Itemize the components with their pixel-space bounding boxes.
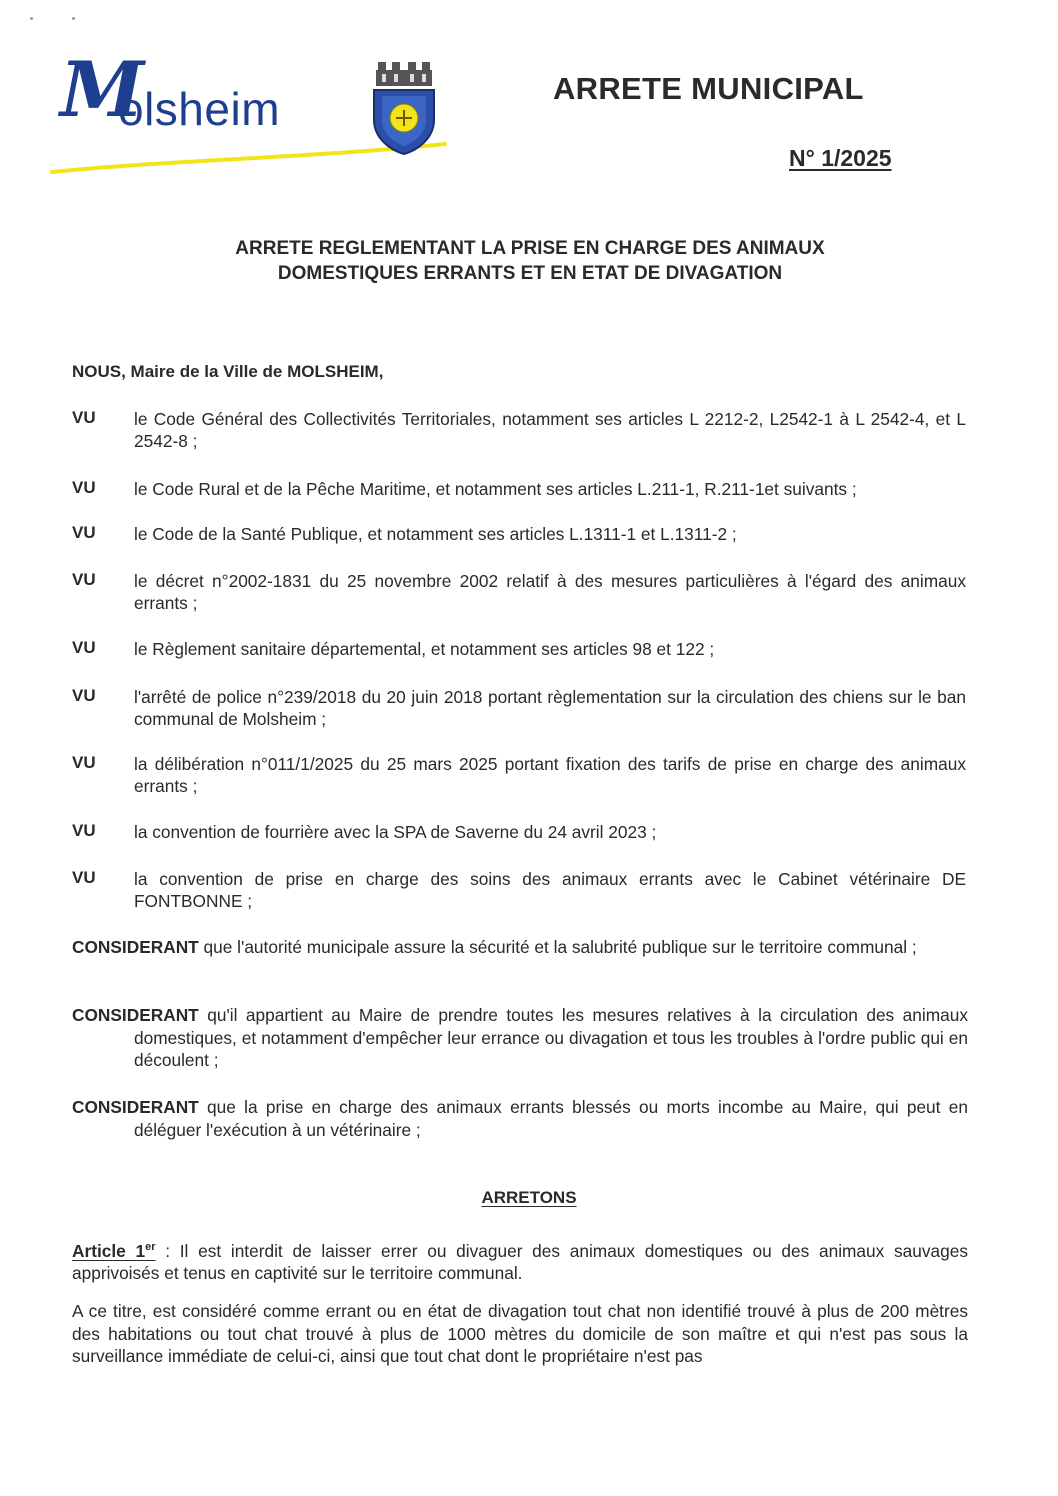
- article-1-label-text: Article 1: [72, 1240, 146, 1261]
- vu-text: la convention de prise en charge des soins des animaux errants avec le Cabinet vétérinaire DE FONTBONNE ;: [134, 869, 966, 911]
- considerant-label: CONSIDERANT: [72, 1097, 199, 1117]
- arretons-text: ARRETONS: [481, 1188, 577, 1207]
- scan-artifact: [30, 17, 33, 20]
- considerant-item: [72, 936, 968, 959]
- vu-text: le Code Rural et de la Pêche Maritime, et notamment ses articles L.211-1, R.211-1et suivants ;: [134, 479, 857, 499]
- vu-label: VU: [72, 686, 96, 705]
- molsheim-logo: [50, 45, 450, 182]
- considerant-item: [72, 1096, 968, 1141]
- vu-label: VU: [72, 821, 96, 840]
- intro-line: NOUS, Maire de la Ville de MOLSHEIM,: [72, 362, 384, 381]
- article-1-text: Il est interdit de laisser errer ou divaguer des animaux domestiques ou des animaux sauvages apprivoisés et tenus en captivité sur le territoire communal.: [72, 1240, 968, 1284]
- document-subject: [170, 236, 890, 286]
- vu-label: VU: [72, 523, 96, 542]
- vu-label: VU: [72, 408, 96, 427]
- considerant-item: [72, 1004, 968, 1072]
- article-1: [72, 1236, 968, 1285]
- considerant-text: que la prise en charge des animaux errants blessés ou morts incombe au Maire, qui peut en déléguer l'exécution à un vétérinaire ;: [134, 1097, 968, 1140]
- article-1-paragraph: A ce titre, est considéré comme errant ou en état de divagation tout chat non identifié trouvé à plus de 200 mètres des habitations ou tout chat trouvé à plus de 1000 mètres du domicile de son maître et qui n'est pas sous la surveillance immédiate de celui-ci, ainsi que tout chat dont le propriétaire n'est pas: [72, 1301, 968, 1366]
- vu-label: VU: [72, 478, 96, 497]
- vu-label: VU: [72, 868, 96, 887]
- vu-text: le décret n°2002-1831 du 25 novembre 2002 relatif à des mesures particulières à l'égard des animaux errants ;: [134, 571, 966, 613]
- logo-wordmark: olsheim: [118, 83, 281, 135]
- considerant-label: CONSIDERANT: [72, 1005, 199, 1025]
- subject-line-2: DOMESTIQUES ERRANTS ET EN ETAT DE DIVAGATION: [277, 263, 783, 284]
- document-number: N° 1/2025: [789, 145, 892, 171]
- coat-of-arms-icon: [368, 60, 440, 156]
- vu-text: la convention de fourrière avec la SPA de Saverne du 24 avril 2023 ;: [134, 822, 657, 842]
- vu-text: le Règlement sanitaire départemental, et notamment ses articles 98 et 122 ;: [134, 639, 715, 659]
- article-1-label: [72, 1241, 156, 1261]
- vu-label: VU: [72, 570, 96, 589]
- vu-label: VU: [72, 638, 96, 657]
- article-1-sup: er: [145, 1241, 156, 1253]
- considerant-label: CONSIDERANT: [72, 937, 199, 957]
- scan-artifact: [72, 17, 75, 20]
- article-1-colon: :: [155, 1240, 171, 1261]
- logo-letter-m: M: [60, 45, 145, 134]
- vu-text: le Code de la Santé Publique, et notamment ses articles L.1311-1 et L.1311-2 ;: [134, 524, 737, 544]
- subject-line-1: ARRETE REGLEMENTANT LA PRISE EN CHARGE DES ANIMAUX: [235, 238, 825, 259]
- considerant-text: qu'il appartient au Maire de prendre toutes les mesures relatives à la circulation des animaux domestiques, et notamment d'empêcher leur errance ou divagation et tous les troubles à l'ordre public qui en découlent ;: [134, 1005, 968, 1070]
- arretons-heading: [0, 1188, 1058, 1208]
- considerant-text: que l'autorité municipale assure la sécurité et la salubrité publique sur le territoire communal ;: [203, 937, 917, 957]
- vu-text: l'arrêté de police n°239/2018 du 20 juin 2018 portant règlementation sur la circulation des chiens sur le ban communal de Molsheim ;: [134, 687, 966, 729]
- document-title: ARRETE MUNICIPAL: [553, 71, 864, 106]
- vu-text: le Code Général des Collectivités Territoriales, notamment ses articles L 2212-2, L2542-1 à L 2542-4, et L 2542-8 ;: [134, 409, 966, 451]
- vu-text: la délibération n°011/1/2025 du 25 mars 2025 portant fixation des tarifs de prise en charge des animaux errants ;: [134, 754, 966, 796]
- vu-label: VU: [72, 753, 96, 772]
